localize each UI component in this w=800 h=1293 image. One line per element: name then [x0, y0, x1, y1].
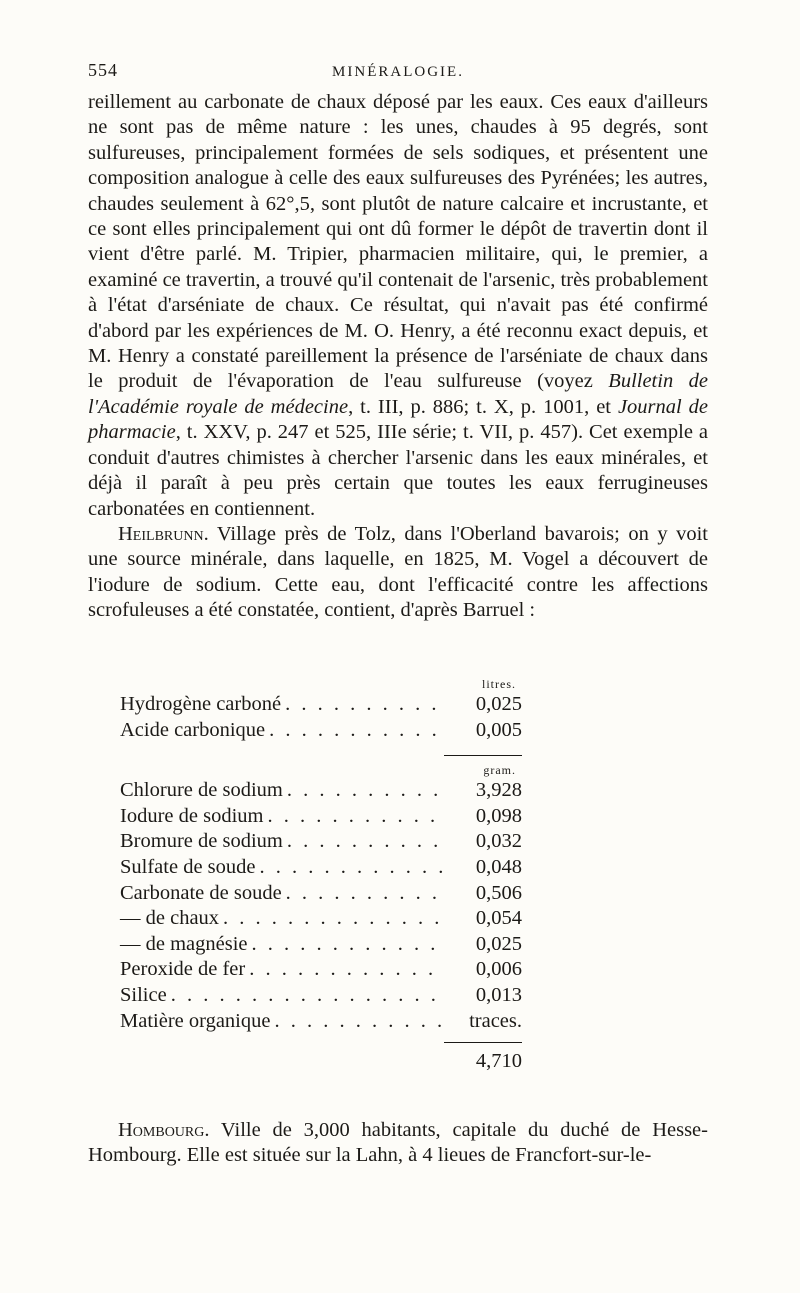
dot-leader	[167, 983, 444, 1009]
entry-heading-heilbrunn: Heilbrunn.	[118, 522, 209, 545]
total-row	[120, 1043, 522, 1073]
page-number: 554	[88, 60, 118, 80]
table-row	[120, 906, 522, 932]
row-value: 0,098	[475, 804, 522, 827]
row-value: traces.	[469, 1009, 522, 1032]
row-label: Sulfate de soude	[120, 855, 256, 878]
row-value: 0,025	[475, 932, 522, 955]
table-row	[120, 829, 522, 855]
paragraph-arsenic	[88, 90, 708, 522]
row-label: Matière organique	[120, 1009, 271, 1032]
dot-leader	[248, 932, 444, 958]
total-value: 4,710	[475, 1050, 522, 1073]
dot-leader	[283, 778, 444, 804]
dot-leader	[256, 855, 445, 881]
unit-label-solid: gram.	[483, 763, 516, 778]
row-label: Chlorure de sodium	[120, 779, 283, 802]
page	[88, 60, 708, 624]
row-value: 0,013	[475, 983, 522, 1006]
table-row	[120, 932, 522, 958]
reference-journal: Journal de pharmacie	[88, 395, 709, 444]
dot-leader	[282, 881, 444, 907]
row-label: — de magnésie	[120, 932, 248, 955]
paragraph-heilbrunn	[88, 522, 708, 624]
running-title: MINÉRALOGIE.	[332, 64, 464, 80]
entry-heading-hombourg: Hombourg.	[118, 1119, 210, 1141]
table-row	[120, 718, 522, 744]
table-row	[120, 855, 522, 881]
paragraph-text-mid: , t. III, p. 886; t. X, p. 1001, et	[348, 395, 618, 418]
dot-leader	[263, 804, 444, 830]
row-label: Silice	[120, 983, 167, 1006]
page-bottom	[88, 1118, 708, 1169]
row-value: 0,506	[475, 881, 522, 904]
row-value: 0,006	[475, 958, 522, 981]
row-label: Iodure de sodium	[120, 804, 264, 827]
running-head	[88, 60, 708, 90]
dot-leader	[219, 906, 444, 932]
row-value: 0,048	[475, 855, 522, 878]
solid-rows	[120, 778, 522, 1034]
row-label: Peroxide de fer	[120, 958, 246, 981]
paragraph-text: Ville de 3,000 habitants, capitale du duché de Hesse-Hombourg. Elle est située sur la Lahn, à 4 lieues de Francfort-sur-le-	[88, 1119, 708, 1167]
row-label: Hydrogène carboné	[120, 693, 282, 715]
table-row	[120, 983, 522, 1009]
dot-leader	[283, 829, 444, 855]
gas-rows	[120, 692, 522, 743]
row-value: 0,025	[475, 693, 522, 715]
composition-table	[120, 670, 522, 1073]
row-label: Carbonate de soude	[120, 881, 282, 904]
dot-leader	[245, 957, 444, 983]
table-row	[120, 1009, 522, 1035]
unit-label-gas: litres.	[482, 677, 516, 691]
reference-bulletin: Bulletin de l'Académie royale de médecine	[88, 370, 708, 418]
paragraph-text: reillement au carbonate de chaux déposé par les eaux. Ces eaux d'ailleurs ne sont pas de même nature : les unes, chaudes à 95 degrés, sont sulfureuses, principalement formées de sels sodiques, et présentent une composition analogue à celle des eaux sulfureuses des Pyrénées; les autres, chaudes seulement à 62°,5, sont plutôt de nature calcaire et incrustante, et ce sont elles principalement qui ont dû former le dépôt de travertin dont il vient d'être parlé. M. Tripier, pharmacien militaire, qui, le premier, a examiné ce travertin, a trouvé qu'il contenait de l'arsenic, très probablement à l'état d'arséniate de chaux. Ce résultat, qui n'avait pas été confirmé d'abord par les expériences de M. O. Henry, a été reconnu exact depuis, et M. Henry a constaté pareillement la présence de l'arséniate de chaux dans le produit de l'évaporation de l'eau sulfureuse (voyez	[88, 91, 708, 393]
row-value: 0,005	[475, 718, 522, 741]
row-label: Bromure de sodium	[120, 830, 283, 853]
table-row	[120, 957, 522, 983]
paragraph-text-end: , t. XXV, p. 247 et 525, IIIe série; t. VII, p. 457). Cet exemple a conduit d'autres chimistes à chercher l'arsenic dans les eaux minérales, et déjà il paraît à peu près certain que toutes les eaux ferrugineuses carbonatées en contiennent.	[88, 421, 708, 520]
dot-leader	[265, 718, 444, 744]
paragraph-hombourg	[88, 1118, 708, 1169]
row-value: 0,054	[475, 907, 522, 930]
row-label: — de chaux	[120, 907, 220, 930]
dot-leader	[270, 1009, 444, 1035]
table-row	[120, 804, 522, 830]
paragraph-text: Village près de Tolz, dans l'Oberland bavarois; on y voit une source minérale, dans laquelle, en 1825, M. Vogel a découvert de l'iodure de sodium. Cette eau, dont l'efficacité contre les affections scrofuleuses a été constatée, contient, d'après Barruel :	[88, 522, 708, 622]
table-row	[120, 778, 522, 804]
row-value: 0,032	[475, 830, 522, 853]
table-row	[120, 692, 522, 718]
row-value: 3,928	[475, 779, 522, 802]
row-label: Acide carbonique	[120, 718, 266, 741]
dot-leader	[281, 692, 444, 718]
table-row	[120, 881, 522, 907]
